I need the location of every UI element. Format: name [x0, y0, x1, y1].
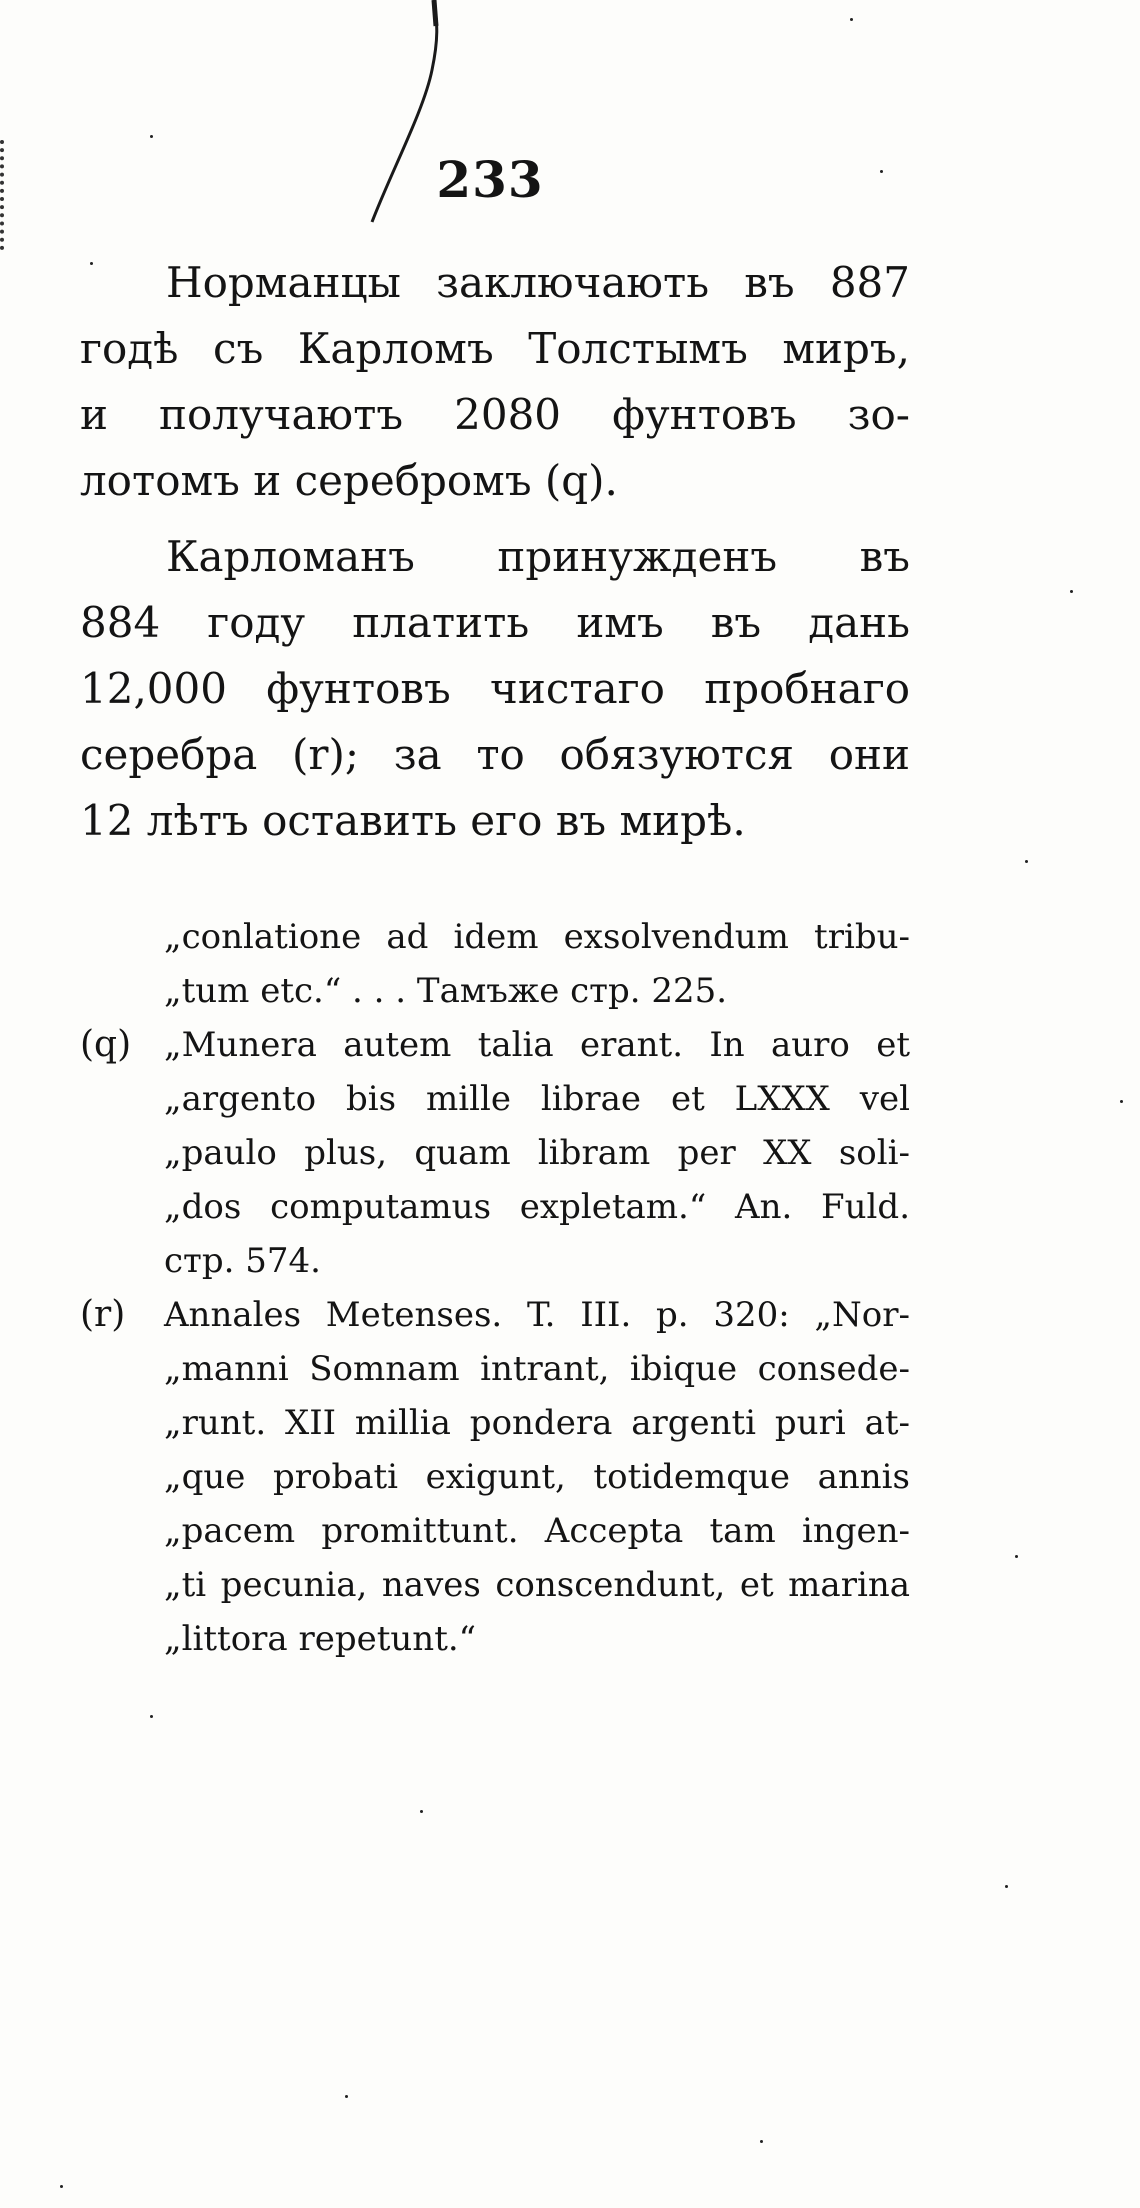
text-line: Карломанъ принужденъ въ [166, 532, 910, 581]
text-line: годѣ съ Карломъ Толстымъ миръ, [80, 324, 910, 373]
footnote-text: Annales Metenses. T. III. p. 320: „Nor- [164, 1295, 910, 1335]
page-number: 233 [436, 150, 544, 209]
footnote-line: „conlatione ad idem exsolvendum tribu- [164, 917, 910, 957]
scan-speck [345, 2095, 348, 2098]
footnote-q-line [80, 1018, 910, 1072]
footnote-line: стр. 574. [164, 1241, 321, 1281]
footnote-r-line [80, 1288, 910, 1342]
scan-speck [880, 170, 883, 173]
scan-speck [150, 135, 153, 138]
scan-speck [90, 262, 93, 265]
scan-speck [420, 1810, 423, 1813]
text-line: 884 году платить имъ въ дань [80, 598, 910, 647]
main-text [80, 250, 910, 854]
scan-speck [1015, 1555, 1018, 1558]
footnote-q-label: (q) [80, 1024, 132, 1065]
scan-speck [1005, 1885, 1008, 1888]
scan-speck [1120, 1100, 1123, 1103]
page-crease-mark [0, 0, 1140, 260]
footnote-line: „que probati exigunt, totidemque annis [164, 1457, 910, 1497]
footnote-r-label: (r) [80, 1294, 126, 1335]
scan-speck [850, 18, 853, 21]
footnote-line: „littora repetunt.“ [164, 1619, 477, 1659]
footnote-line: „tum etc.“ . . . Тамъже стр. 225. [164, 971, 728, 1011]
text-line: 12 лѣтъ оставить его въ мирѣ. [80, 796, 746, 845]
footnote-line: „pacem promittunt. Accepta tam ingen- [164, 1511, 910, 1551]
scan-speck [760, 2140, 763, 2143]
footnote-text: „Munera autem talia erant. In auro et [164, 1025, 910, 1065]
footnote-line: „manni Somnam intrant, ibique consede- [164, 1349, 910, 1389]
scan-speck [1025, 860, 1028, 863]
scan-speck [150, 1715, 153, 1718]
scan-speck [60, 2185, 63, 2188]
footnotes [80, 910, 910, 1666]
text-line: лотомъ и серебромъ (q). [80, 456, 618, 505]
footnote-line: „argento bis mille librae et LXXX vel [164, 1079, 910, 1119]
footnote-line: „runt. XII millia pondera argenti puri at- [164, 1403, 910, 1443]
footnote-line: „paulo plus, quam libram per XX soli- [164, 1133, 910, 1173]
text-line: Норманцы заключають въ 887 [166, 258, 910, 307]
footnote-line: „dos computamus expletam.“ An. Fuld. [164, 1187, 910, 1227]
text-line: серебра (r); за то обязуются они [80, 730, 910, 779]
scan-speck [1070, 590, 1073, 593]
text-line: 12,000 фунтовъ чистаго пробнаго [80, 664, 910, 713]
footnote-line: „ti pecunia, naves conscendunt, et marina [164, 1565, 910, 1605]
text-line: и получаютъ 2080 фунтовъ зо- [80, 390, 910, 439]
